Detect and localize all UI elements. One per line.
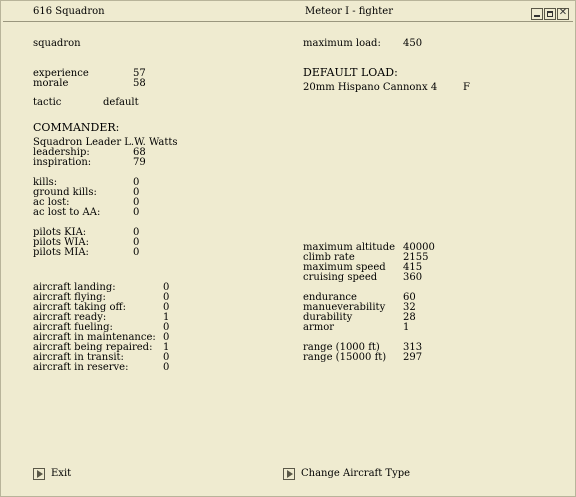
kills-value: 0 bbox=[133, 177, 140, 188]
pilots-mia-value: 0 bbox=[133, 247, 140, 258]
aircraft-taking-off-value: 0 bbox=[163, 302, 170, 313]
armor-label: armor bbox=[303, 322, 335, 333]
exit-label: Exit bbox=[51, 468, 72, 479]
aircraft-landing-label: aircraft landing: bbox=[33, 282, 116, 293]
change-aircraft-type-button[interactable] bbox=[283, 468, 410, 480]
inspiration-label: inspiration: bbox=[33, 157, 92, 168]
maneuverability-value: 32 bbox=[403, 302, 416, 313]
tactic-label: tactic bbox=[33, 97, 62, 108]
aircraft-maintenance-value: 0 bbox=[163, 332, 170, 343]
maneuverability-label: manueverability bbox=[303, 302, 386, 313]
ground-kills-value: 0 bbox=[133, 187, 140, 198]
max-load-value: 450 bbox=[403, 38, 423, 49]
window-controls bbox=[531, 8, 569, 20]
cruising-speed-label: cruising speed bbox=[303, 272, 378, 283]
morale-value: 58 bbox=[133, 78, 146, 89]
commander-header: COMMANDER: bbox=[33, 121, 120, 134]
kills-label: kills: bbox=[33, 177, 58, 188]
aircraft-flying-value: 0 bbox=[163, 292, 170, 303]
pilots-wia-value: 0 bbox=[133, 237, 140, 248]
pilots-kia-label: pilots KIA: bbox=[33, 227, 87, 238]
range-15000-label: range (15000 ft) bbox=[303, 352, 387, 363]
aircraft-flying-label: aircraft flying: bbox=[33, 292, 106, 303]
window-title-squadron: 616 Squadron bbox=[33, 6, 105, 17]
aircraft-repaired-label: aircraft being repaired: bbox=[33, 342, 153, 353]
minimize-icon[interactable] bbox=[531, 8, 543, 20]
aircraft-transit-value: 0 bbox=[163, 352, 170, 363]
experience-value: 57 bbox=[133, 68, 146, 79]
aircraft-fueling-label: aircraft fueling: bbox=[33, 322, 113, 333]
inspiration-value: 79 bbox=[133, 157, 146, 168]
ac-lost-aa-label: ac lost to AA: bbox=[33, 207, 101, 218]
exit-button[interactable] bbox=[33, 468, 71, 480]
aircraft-repaired-value: 1 bbox=[163, 342, 170, 353]
climb-rate-label: climb rate bbox=[303, 252, 355, 263]
aircraft-reserve-value: 0 bbox=[163, 362, 170, 373]
aircraft-transit-label: aircraft in transit: bbox=[33, 352, 124, 363]
range-1000-label: range (1000 ft) bbox=[303, 342, 380, 353]
morale-label: morale bbox=[33, 78, 69, 89]
weapon-count: x 4 bbox=[422, 82, 438, 93]
climb-rate-value: 2155 bbox=[403, 252, 429, 263]
squadron-label: squadron bbox=[33, 38, 81, 49]
leadership-label: leadership: bbox=[33, 147, 90, 158]
experience-label: experience bbox=[33, 68, 89, 79]
commander-name: Squadron Leader L.W. Watts bbox=[33, 137, 178, 148]
pilots-kia-value: 0 bbox=[133, 227, 140, 238]
maximize-icon[interactable] bbox=[544, 8, 556, 20]
range-1000-value: 313 bbox=[403, 342, 423, 353]
ac-lost-label: ac lost: bbox=[33, 197, 70, 208]
ground-kills-label: ground kills: bbox=[33, 187, 97, 198]
ac-lost-aa-value: 0 bbox=[133, 207, 140, 218]
aircraft-ready-value: 1 bbox=[163, 312, 170, 323]
tactic-value[interactable]: default bbox=[103, 97, 139, 108]
aircraft-reserve-label: aircraft in reserve: bbox=[33, 362, 129, 373]
title-bar bbox=[3, 7, 573, 22]
range-15000-value: 297 bbox=[403, 352, 423, 363]
max-speed-label: maximum speed bbox=[303, 262, 386, 273]
leadership-value: 68 bbox=[133, 147, 146, 158]
max-speed-value: 415 bbox=[403, 262, 423, 273]
weapon-name: 20mm Hispano Cannon bbox=[303, 82, 422, 93]
armor-value: 1 bbox=[403, 322, 410, 333]
endurance-value: 60 bbox=[403, 292, 416, 303]
durability-value: 28 bbox=[403, 312, 416, 323]
aircraft-ready-label: aircraft ready: bbox=[33, 312, 107, 323]
change-aircraft-type-label: Change Aircraft Type bbox=[301, 468, 411, 479]
aircraft-landing-value: 0 bbox=[163, 282, 170, 293]
aircraft-taking-off-label: aircraft taking off: bbox=[33, 302, 126, 313]
window-title-aircraft: Meteor I - fighter bbox=[305, 6, 393, 17]
ac-lost-value: 0 bbox=[133, 197, 140, 208]
play-arrow-icon bbox=[33, 468, 45, 480]
close-icon[interactable] bbox=[557, 8, 569, 20]
aircraft-fueling-value: 0 bbox=[163, 322, 170, 333]
pilots-mia-label: pilots MIA: bbox=[33, 247, 89, 258]
cruising-speed-value: 360 bbox=[403, 272, 423, 283]
default-load-header: DEFAULT LOAD: bbox=[303, 66, 398, 79]
weapon-position: F bbox=[463, 82, 470, 93]
play-arrow-icon bbox=[283, 468, 295, 480]
max-load-label: maximum load: bbox=[303, 38, 381, 49]
pilots-wia-label: pilots WIA: bbox=[33, 237, 89, 248]
durability-label: durability bbox=[303, 312, 353, 323]
max-altitude-value: 40000 bbox=[403, 242, 435, 253]
endurance-label: endurance bbox=[303, 292, 357, 303]
max-altitude-label: maximum altitude bbox=[303, 242, 396, 253]
aircraft-maintenance-label: aircraft in maintenance: bbox=[33, 332, 156, 343]
